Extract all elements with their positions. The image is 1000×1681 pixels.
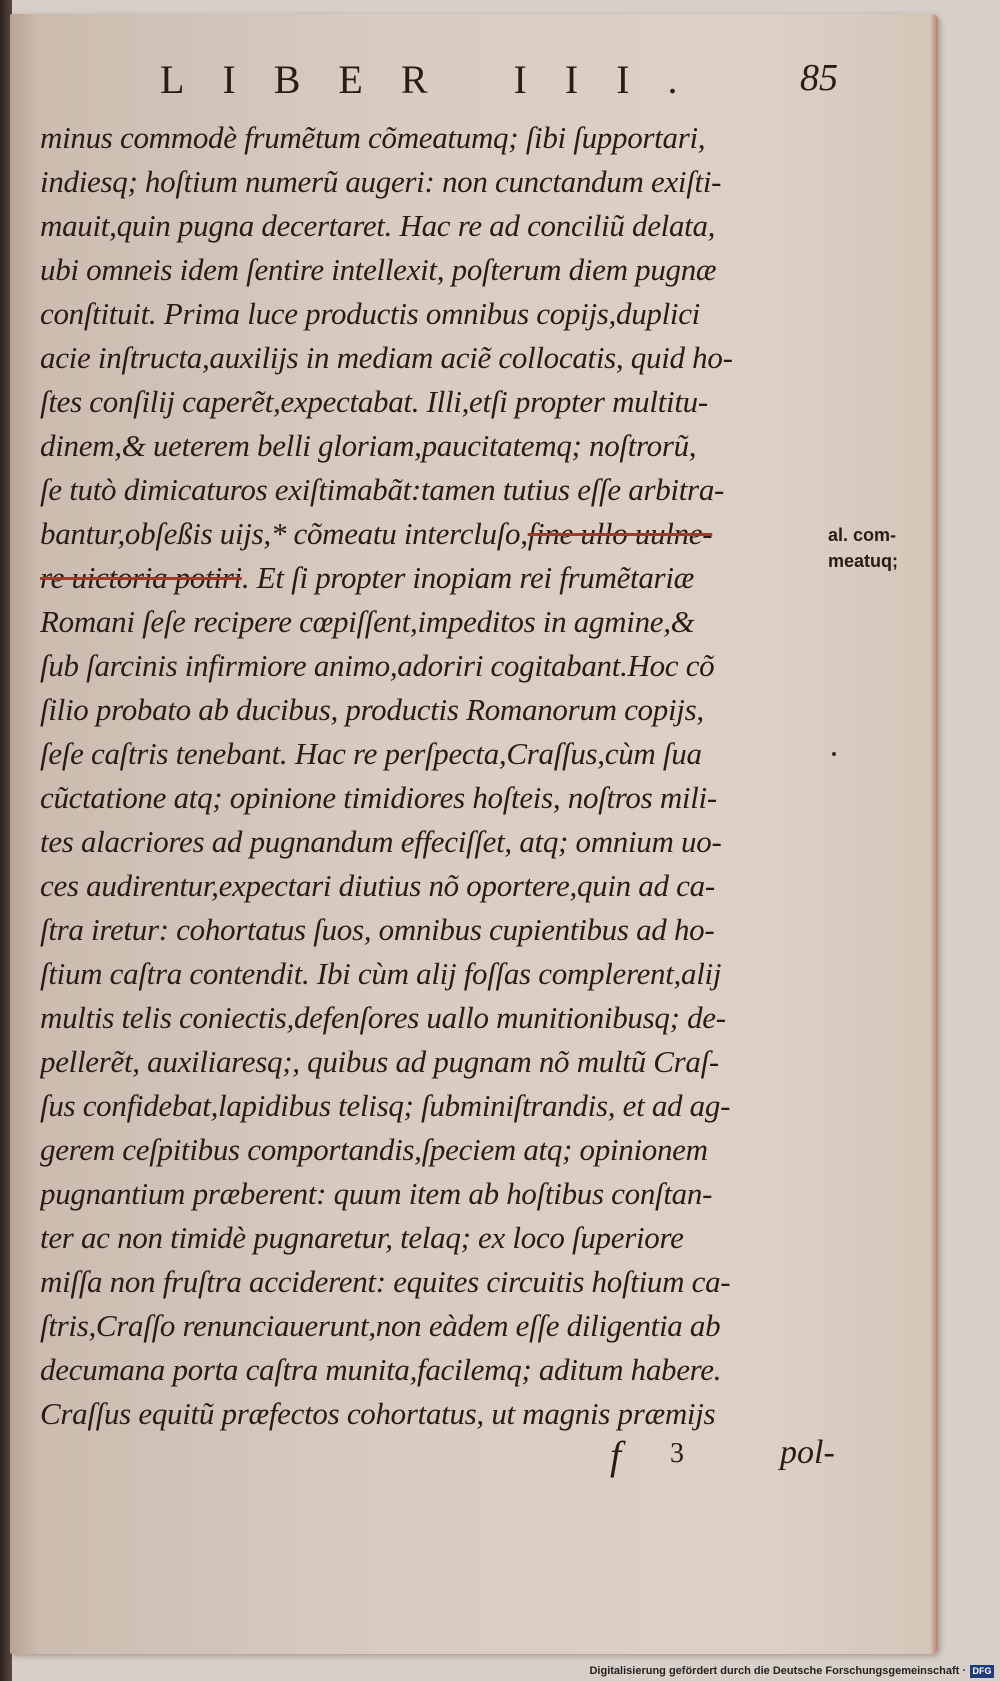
page-number: 85 <box>800 57 838 99</box>
marginal-note <box>828 522 938 574</box>
text-line: ſtes conſilij caperẽt,expectabat. Illi,etſi propter multitu- <box>40 384 708 419</box>
text-line: dinem,& ueterem belli gloriam,paucitatemq; noſtrorũ, <box>40 428 697 463</box>
text-line: indiesq; hoſtium numerũ augeri: non cunctandum exiſti- <box>40 164 722 199</box>
text-line: ſtra iretur: cohortatus ſuos, omnibus cupientibus ad ho- <box>40 912 715 947</box>
text-line: conſtituit. Prima luce productis omnibus copijs,duplici <box>40 296 700 331</box>
text-line: acie inſtructa,auxilijs in mediam aciẽ collocatis, quid ho- <box>40 340 733 375</box>
signature-letter: f <box>610 1433 622 1478</box>
running-title: LIBER III. <box>160 57 716 102</box>
struck-text: re uictoria potiri <box>40 560 242 595</box>
struck-text: ſine ullo uulne- <box>527 516 713 551</box>
page-footer <box>10 1432 938 1482</box>
text-line: ſe tutò dimicaturos exiſtimabãt:tamen tutius eſſe arbitra- <box>40 472 725 507</box>
text-line: ſtium caſtra contendit. Ibi cùm alij foſſas complerent,alij <box>40 956 722 991</box>
text-line: pugnantium præberent: quum item ab hoſtibus conſtan- <box>40 1176 713 1211</box>
text-line: decumana porta caſtra munita,facilemq; aditum habere. <box>40 1352 722 1387</box>
text-line-with-strikethrough <box>40 512 820 556</box>
text-segment: bantur,obſeßis uijs,* cõmeatu intercluſo, <box>40 516 528 551</box>
dfg-logo-icon: DFG <box>970 1665 994 1678</box>
text-line: Craſſus equitũ præfectos cohortatus, ut magnis præmijs <box>40 1396 716 1431</box>
red-page-edge <box>930 14 938 1654</box>
text-line: ſilio probato ab ducibus, productis Romanorum copijs, <box>40 692 704 727</box>
page-header <box>10 56 938 106</box>
text-line: mauit,quin pugna decertaret. Hac re ad conciliũ delata, <box>40 208 716 243</box>
text-line: minus commodè frumẽtum cõmeatumq; ſibi ſupportari, <box>40 120 706 155</box>
text-line-with-strikethrough <box>40 556 820 600</box>
text-line: ſtris,Craſſo renunciauerunt,non eàdem eſſe diligentia ab <box>40 1308 721 1343</box>
text-segment: . Et ſi propter inopiam rei frumẽtariæ <box>241 560 695 595</box>
text-line: ces audirentur,expectari diutius nõ oportere,quin ad ca- <box>40 868 715 903</box>
text-line: cũctatione atq; opinione timidiores hoſteis, noſtros mili- <box>40 780 717 815</box>
text-line: Romani ſeſe recipere cœpiſſent,impeditos in agmine,& <box>40 604 695 639</box>
book-page <box>10 14 938 1654</box>
text-line: ſub ſarcinis infirmiore animo,adoriri cogitabant.Hoc cõ <box>40 648 715 683</box>
text-line: miſſa non fruſtra acciderent: equites circuitis hoſtium ca- <box>40 1264 731 1299</box>
text-line: tes alacriores ad pugnandum effeciſſet, atq; omnium uo- <box>40 824 722 859</box>
text-line: ter ac non timidè pugnaretur, telaq; ex loco ſuperiore <box>40 1220 684 1255</box>
text-line: gerem ceſpitibus comportandis,ſpeciem atq; opinionem <box>40 1132 708 1167</box>
signature-number: 3 <box>670 1438 684 1469</box>
marginal-note-line: al. com- <box>828 525 897 545</box>
marginal-note-line: meatuq; <box>828 551 899 571</box>
text-line: pellerẽt, auxiliaresq;, quibus ad pugnam nõ multũ Craſ- <box>40 1044 719 1079</box>
catchword: pol- <box>780 1434 835 1471</box>
text-line: ſus confidebat,lapidibus telisq; ſubminiſtrandis, et ad ag- <box>40 1088 731 1123</box>
text-line: multis telis coniectis,defenſores uallo munitionibusq; de- <box>40 1000 726 1035</box>
ink-dot <box>832 752 836 756</box>
digitization-credit: Digitalisierung gefördert durch die Deutsche Forschungsgemeinschaft · <box>589 1665 966 1677</box>
text-line: ubi omneis idem ſentire intellexit, poſterum diem pugnæ <box>40 252 717 287</box>
body-text <box>40 116 820 1436</box>
text-line: ſeſe caſtris tenebant. Hac re perſpecta,Craſſus,cùm ſua <box>40 736 702 771</box>
